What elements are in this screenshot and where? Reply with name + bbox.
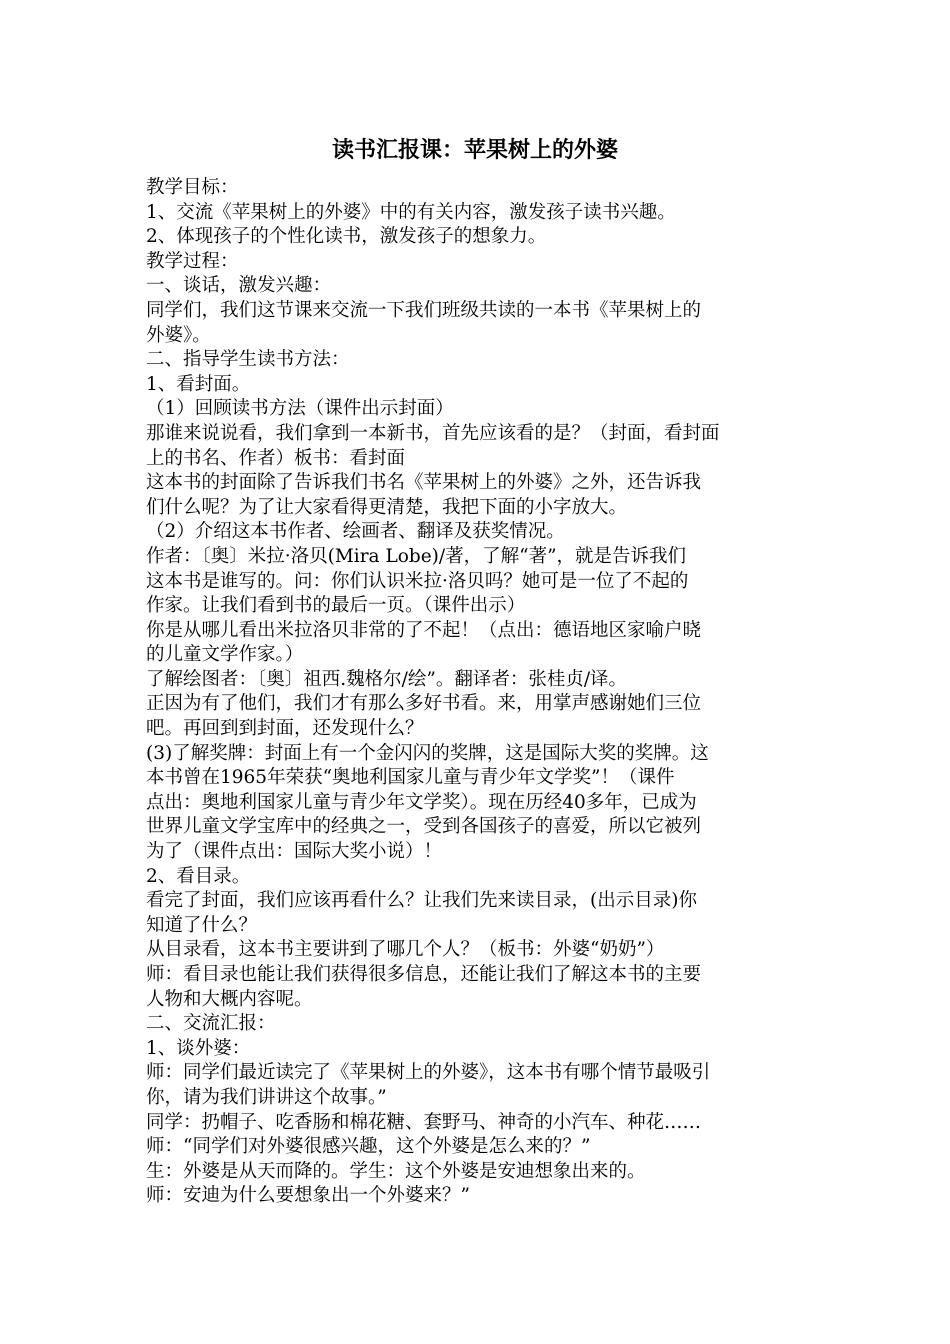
text-line: 同学们，我们这节课来交流一下我们班级共读的一本书《苹果树上的 bbox=[146, 299, 702, 321]
text-line: 同学：扔帽子、吃香肠和棉花糖、套野马、神奇的小汽车、种花…… bbox=[146, 1111, 702, 1133]
text-line: 二、指导学生读书方法： bbox=[146, 349, 350, 371]
text-line: 1、看封面。 bbox=[146, 373, 251, 395]
text-line: （1）回顾读书方法（课件出示封面） bbox=[146, 398, 454, 420]
text-line: 看完了封面，我们应该再看什么？让我们先来读目录，(出示目录)你 bbox=[146, 890, 697, 912]
text-line: 世界儿童文学宝库中的经典之一，受到各国孩子的喜爱，所以它被列 bbox=[146, 816, 702, 838]
text-line: 生：外婆是从天而降的。学生：这个外婆是安迪想象出来的。 bbox=[146, 1160, 646, 1182]
text-line: 二、交流汇报： bbox=[146, 1013, 276, 1035]
text-line: 这本书的封面除了告诉我们书名《苹果树上的外婆》之外，还告诉我 bbox=[146, 472, 702, 494]
text-line: 外婆》。 bbox=[146, 324, 211, 346]
text-line: 师：“同学们对外婆很感兴趣，这个外婆是怎么来的？” bbox=[146, 1136, 591, 1158]
text-line: 这本书是谁写的。问：你们认识米拉·洛贝吗？她可是一位了不起的 bbox=[146, 570, 689, 592]
text-line: 你，请为我们讲讲这个故事。” bbox=[146, 1086, 387, 1108]
text-line: 那谁来说说看，我们拿到一本新书，首先应该看的是？（封面，看封面 bbox=[146, 422, 720, 444]
text-line: 一、谈话，激发兴趣： bbox=[146, 275, 332, 297]
text-line: 上的书名、作者）板书：看封面 bbox=[146, 447, 406, 469]
text-line: 教学过程： bbox=[146, 250, 239, 272]
text-line: 从目录看，这本书主要讲到了哪几个人？（板书：外婆“奶奶”） bbox=[146, 939, 665, 961]
text-line: 知道了什么？ bbox=[146, 914, 258, 936]
text-line: 本书曾在1965年荣获“奥地利国家儿童与青少年文学奖”！（课件 bbox=[146, 767, 675, 789]
text-line: 们什么呢？为了让大家看得更清楚，我把下面的小字放大。 bbox=[146, 496, 628, 518]
text-line: 吧。再回到到封面，还发现什么？ bbox=[146, 718, 424, 740]
text-line: 2、体现孩子的个性化读书，激发孩子的想象力。 bbox=[146, 226, 547, 248]
text-line: 师：安迪为什么要想象出一个外婆来？” bbox=[146, 1185, 470, 1207]
text-line: 为了（课件点出：国际大奖小说）！ bbox=[146, 841, 443, 863]
document-title: 读书汇报课：苹果树上的外婆 bbox=[331, 138, 618, 163]
text-line: (3)了解奖牌：封面上有一个金闪闪的奖牌，这是国际大奖的奖牌。这 bbox=[146, 742, 709, 764]
text-line: 2、看目录。 bbox=[146, 865, 251, 887]
text-line: 教学目标： bbox=[146, 177, 239, 198]
text-line: 你是从哪儿看出米拉洛贝非常的了不起！（点出：德语地区家喻户晓 bbox=[146, 619, 702, 641]
text-line: 人物和大概内容呢。 bbox=[146, 988, 313, 1010]
text-line: 作家。让我们看到书的最后一页。（课件出示） bbox=[146, 595, 526, 617]
text-line: 1、交流《苹果树上的外婆》中的有关内容，激发孩子读书兴趣。 bbox=[146, 201, 676, 223]
text-line: 正因为有了他们，我们才有那么多好书看。来，用掌声感谢她们三位 bbox=[146, 693, 702, 715]
text-line: （2）介绍这本书作者、绘画者、翻译及获奖情况。 bbox=[146, 521, 565, 543]
text-line: 了解绘图者：〔奥〕祖西.魏格尔/绘”。翻译者：张桂贞/译。 bbox=[146, 668, 628, 690]
text-line: 的儿童文学作家。） bbox=[146, 644, 304, 666]
text-line: 师：同学们最近读完了《苹果树上的外婆》，这本书有哪个情节最吸引 bbox=[146, 1062, 711, 1084]
text-line: 师：看目录也能让我们获得很多信息，还能让我们了解这本书的主要 bbox=[146, 964, 702, 985]
text-line: 1、谈外婆： bbox=[146, 1037, 251, 1059]
document-body bbox=[146, 176, 810, 1209]
text-line: 作者：〔奥〕米拉·洛贝(Mira Lobe)/著，了解“著”，就是告诉我们 bbox=[146, 545, 687, 567]
text-line: 点出：奥地利国家儿童与青少年文学奖）。现在历经40多年，已成为 bbox=[146, 791, 697, 813]
